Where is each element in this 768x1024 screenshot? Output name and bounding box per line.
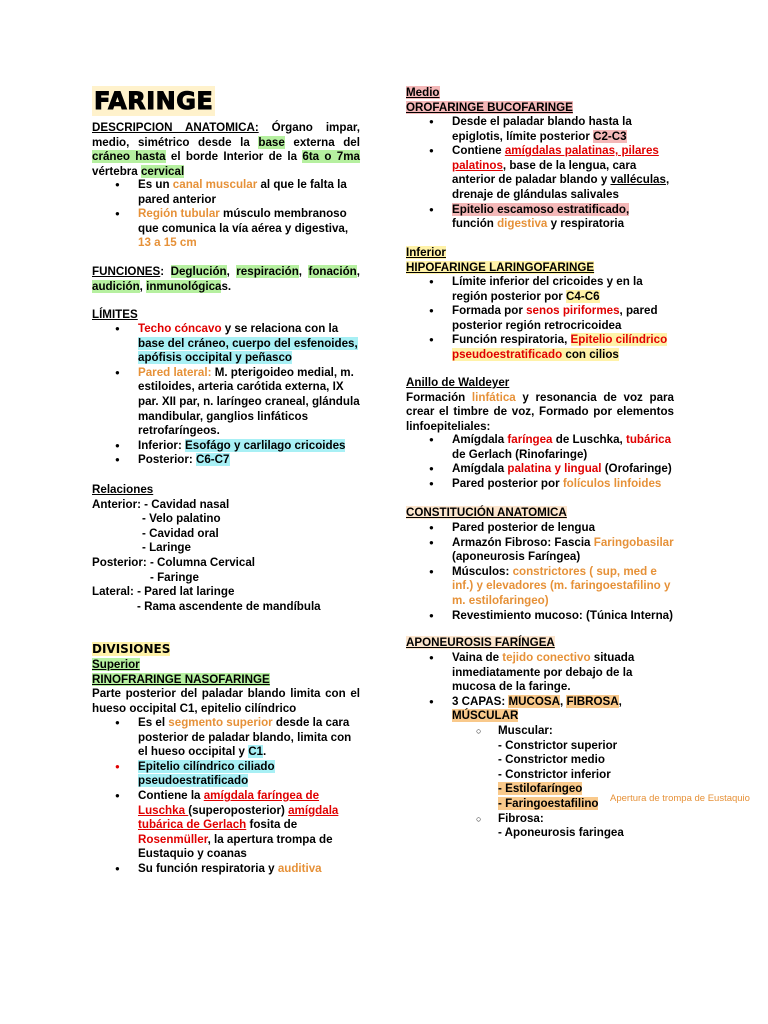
text: Su función respiratoria y bbox=[138, 861, 278, 875]
text: Músculos: bbox=[452, 564, 513, 578]
relacion-line: Lateral: - Pared lat laringe bbox=[92, 585, 235, 599]
text-orange: constrictores ( sup, med e inf.) y elevadores (m. faringoestafilino y m. estilofaringeo) bbox=[452, 564, 671, 607]
text-orange: segmento superior bbox=[168, 716, 273, 729]
hl-cervical: cervical bbox=[140, 164, 185, 178]
list-item bbox=[406, 651, 674, 695]
aponeurosis-list bbox=[406, 651, 674, 841]
divisiones-label bbox=[92, 642, 170, 658]
text-orange: 13 a 15 cm bbox=[138, 236, 197, 250]
text-red: palatina y lingual bbox=[507, 462, 602, 476]
inferior-list bbox=[406, 275, 674, 363]
list-item bbox=[406, 203, 674, 232]
hipofaringe-label: HIPOFARINGE LARINGOFARINGE bbox=[406, 260, 595, 274]
text-orange: canal muscular bbox=[172, 178, 258, 191]
hl-c2c3: C2-C3 bbox=[593, 129, 627, 143]
text: CONSTITUCIÓN ANATOMICA bbox=[406, 506, 567, 519]
list-item bbox=[406, 433, 674, 462]
hl-esofago: Esofágo y carlilago cricoides bbox=[185, 438, 346, 452]
list-item bbox=[406, 536, 674, 565]
list-item bbox=[406, 275, 674, 304]
hl-mucosa: MUCOSA bbox=[508, 694, 561, 708]
text: y resonancia de voz para crear el timbre de voz, Formado por elementos linfoepiteliales: bbox=[406, 390, 674, 433]
text-orange: folículos linfoides bbox=[562, 476, 662, 490]
descripcion-paragraph bbox=[92, 121, 360, 179]
text: desde la cara posterior de paladar blando, limita con el hueso occipital y bbox=[138, 716, 352, 759]
list-item bbox=[92, 789, 360, 862]
relacion-line: Posterior: - Columna Cervical bbox=[92, 555, 255, 569]
list-item bbox=[92, 207, 360, 251]
text: s. bbox=[221, 279, 232, 293]
hl-epitelio-escamoso: Epitelio escamoso estratificado, bbox=[452, 202, 630, 216]
text-red: Techo cóncavo bbox=[138, 322, 222, 335]
text: M. pterigoideo medial, m. estiloides, arteria carótida externa, IX par. XII par, n. laríngeo craneal, glándula mandibular, ganglios linfáticos retrofaríngeos. bbox=[138, 365, 360, 438]
text: (aponeurosis Faríngea) bbox=[452, 550, 581, 564]
text: ○ Fibrosa: bbox=[498, 811, 544, 825]
relacion-line: - Faringe bbox=[150, 570, 199, 584]
hl-cilios: con cilios bbox=[562, 347, 619, 361]
text-orange: tejido conectivo bbox=[502, 651, 591, 664]
text: al que le falta la pared anterior bbox=[138, 178, 347, 206]
text: , bbox=[356, 265, 360, 278]
list-item bbox=[406, 812, 674, 841]
funciones-paragraph bbox=[92, 265, 360, 294]
nasofaringe-label: RINOFRARINGE NASOFARINGE bbox=[92, 672, 270, 686]
text: , pared posterior región retrocricoidea bbox=[452, 304, 658, 332]
text: Pared posterior por bbox=[452, 476, 563, 490]
text: , la apertura trompa de Eustaquio y coanas bbox=[138, 832, 333, 861]
text: función bbox=[452, 217, 498, 231]
relaciones bbox=[92, 483, 360, 614]
superior-label: Superior bbox=[92, 658, 140, 671]
text: situada inmediatamente por debajo de la mucosa de la faringe. bbox=[452, 651, 635, 694]
text: - Constrictor medio bbox=[498, 753, 605, 767]
text-red: amígdala faríngea de Luschka bbox=[138, 788, 320, 817]
text: Revestimiento mucoso: (Túnica Interna) bbox=[452, 608, 673, 622]
text: 3 CAPAS: bbox=[452, 694, 509, 708]
text: Contiene la bbox=[138, 788, 204, 802]
hl-inmunologica: inmunológica bbox=[146, 279, 222, 293]
list-item bbox=[92, 453, 360, 468]
text: Pared posterior de lengua bbox=[452, 521, 596, 534]
relaciones-label: Relaciones bbox=[92, 483, 154, 496]
text: y se relaciona con la bbox=[221, 322, 339, 335]
text-orange: digestiva bbox=[497, 217, 548, 231]
text: , bbox=[226, 265, 237, 278]
hl-epitelio-cilindrico: Epitelio cilíndrico pseudoestratificado bbox=[452, 333, 668, 361]
text: el borde Interior de la bbox=[165, 150, 303, 164]
text: APONEUROSIS FARÍNGEA bbox=[406, 636, 555, 649]
list-item bbox=[92, 862, 360, 877]
text: Límite inferior del cricoides y en la región posterior por bbox=[452, 275, 643, 303]
text: (superoposterior) bbox=[188, 803, 289, 817]
text-orange: Pared lateral: bbox=[138, 365, 212, 379]
text: Inferior: bbox=[138, 438, 186, 452]
nasofaringe-desc: Parte posterior del paladar blando limita con el hueso occipital C1, epitelio cilíndrico bbox=[92, 687, 360, 715]
hl-craneo: cráneo hasta bbox=[92, 150, 166, 164]
text: de Gerlach (Rinofaringe) bbox=[452, 447, 588, 461]
text: Amígdala bbox=[452, 433, 508, 446]
text-red: amígdala tubárica de Gerlach bbox=[138, 803, 339, 832]
text: , bbox=[618, 694, 622, 708]
list-item bbox=[406, 144, 674, 202]
list-item bbox=[406, 333, 674, 362]
text-underline: valléculas bbox=[610, 173, 666, 187]
text-orange: auditiva bbox=[277, 861, 322, 875]
list-item bbox=[406, 115, 674, 144]
funciones-label: FUNCIONES bbox=[92, 265, 161, 278]
text: (Orofaringe) bbox=[601, 462, 672, 476]
superior-section bbox=[92, 658, 360, 716]
list-item bbox=[92, 760, 360, 789]
descripcion-label: DESCRIPCION ANATOMICA: bbox=[92, 121, 259, 134]
inferior-section bbox=[406, 246, 674, 275]
text: , bbox=[560, 694, 567, 708]
list-item bbox=[406, 477, 674, 492]
text: y respiratoria bbox=[547, 217, 625, 231]
orofaringe-label: OROFARINGE BUCOFARINGE bbox=[406, 100, 573, 114]
descripcion-list bbox=[92, 178, 360, 251]
list-item bbox=[406, 609, 674, 624]
list-item bbox=[406, 462, 674, 477]
list-item bbox=[92, 366, 360, 439]
list-item bbox=[92, 439, 360, 454]
constitucion-label bbox=[406, 506, 567, 521]
hl-base-craneo: base del cráneo, cuerpo del esfenoides, apófisis occipital y peñasco bbox=[138, 336, 358, 365]
text: Formada por bbox=[452, 304, 527, 318]
hl-fibrosa: FIBROSA bbox=[566, 694, 619, 708]
text-red: senos piriformes bbox=[526, 304, 620, 318]
hl-audicion: audición bbox=[92, 279, 140, 293]
text-orange: linfática bbox=[471, 390, 516, 404]
relacion-line: - Laringe bbox=[142, 541, 191, 555]
text: , drenaje de glándulas salivales bbox=[452, 173, 670, 201]
text: externa del bbox=[284, 135, 360, 149]
medio-label: Medio bbox=[406, 86, 440, 99]
list-item bbox=[92, 322, 360, 366]
aponeurosis-label bbox=[406, 636, 555, 651]
limites-label: LÍMITES bbox=[92, 308, 138, 321]
list-item bbox=[406, 565, 674, 609]
hl-respiracion: respiración bbox=[236, 265, 299, 278]
text-red: tubárica bbox=[625, 433, 672, 446]
text: ○ Muscular: bbox=[498, 723, 553, 737]
text-red: amígdalas palatinas, pilares palatinos bbox=[452, 144, 659, 172]
text: Órgano impar, medio, simétrico desde la bbox=[92, 121, 360, 149]
text: , bbox=[298, 265, 309, 278]
list-item bbox=[92, 178, 360, 207]
text: - Aponeurosis faringea bbox=[498, 826, 624, 840]
inferior-label: Inferior bbox=[406, 246, 446, 259]
text: DIVISIONES bbox=[92, 642, 171, 656]
waldeyer-label: Anillo de Waldeyer bbox=[406, 376, 510, 389]
hl-deglucion: Deglución bbox=[170, 265, 227, 278]
text: - Constrictor superior bbox=[498, 738, 618, 752]
text: vértebra bbox=[92, 164, 141, 178]
text: Armazón Fibroso: Fascia bbox=[452, 535, 594, 549]
relacion-line: - Velo palatino bbox=[142, 512, 221, 526]
text: Es el bbox=[138, 716, 169, 729]
hl-vertebra: 6ta o 7ma bbox=[302, 150, 360, 164]
text-orange: Faringobasilar bbox=[593, 535, 674, 549]
relacion-line: - Rama ascendente de mandíbula bbox=[137, 599, 321, 613]
medio-list bbox=[406, 115, 674, 232]
waldeyer-list bbox=[406, 433, 674, 491]
page-title: FARINGE bbox=[94, 87, 214, 115]
relacion-line: Anterior: - Cavidad nasal bbox=[92, 497, 230, 511]
constitucion-list bbox=[406, 521, 674, 623]
waldeyer-section bbox=[406, 376, 674, 434]
list-item bbox=[406, 304, 674, 333]
text: de Luschka, bbox=[552, 433, 626, 446]
superior-list bbox=[92, 716, 360, 877]
hl-c6c7: C6-C7 bbox=[195, 453, 230, 467]
text: : bbox=[160, 265, 171, 278]
hl-base: base bbox=[258, 135, 285, 149]
text-red: Rosenmüller bbox=[138, 832, 208, 846]
text: Es un bbox=[138, 178, 173, 191]
text: , bbox=[139, 279, 147, 293]
text: músculo membranoso que comunica la vía aérea y digestiva, bbox=[138, 207, 349, 235]
list-item bbox=[406, 695, 674, 724]
side-note: Apertura de trompa de Eustaquio bbox=[610, 793, 750, 804]
text: Vaina de bbox=[452, 651, 503, 664]
hl-faringoestafilino: - Faringoestafilino bbox=[498, 796, 599, 810]
text-red: faríngea bbox=[507, 433, 553, 446]
hl-epitelio: Epitelio cilíndrico ciliado pseudoestratificado bbox=[138, 759, 275, 788]
hl-fonacion: fonación bbox=[308, 265, 357, 278]
text-orange: Región tubular bbox=[138, 207, 220, 221]
list-item bbox=[92, 716, 360, 760]
text: Amígdala bbox=[452, 462, 508, 476]
text: Contiene bbox=[452, 144, 505, 158]
list-item bbox=[406, 521, 674, 536]
hl-c4c6: C4-C6 bbox=[566, 289, 600, 303]
text: Desde el paladar blando hasta la epiglotis, límite posterior bbox=[452, 115, 632, 143]
text: Formación bbox=[406, 390, 472, 404]
text: - Constrictor inferior bbox=[498, 767, 611, 781]
hl-muscular: MÚSCULAR bbox=[452, 709, 519, 723]
medio-section bbox=[406, 86, 674, 115]
text: fosita de bbox=[246, 818, 298, 832]
text: . bbox=[263, 745, 267, 759]
hl-c1: C1 bbox=[248, 745, 264, 759]
limites-list bbox=[92, 322, 360, 468]
hl-estilofaringeo: - Estilofaríngeo bbox=[498, 782, 583, 796]
text: Función respiratoria, bbox=[452, 333, 571, 347]
text: Posterior: bbox=[138, 453, 196, 467]
text: , base de la lengua, cara anterior de paladar blando y bbox=[452, 158, 637, 187]
relacion-line: - Cavidad oral bbox=[142, 526, 219, 540]
